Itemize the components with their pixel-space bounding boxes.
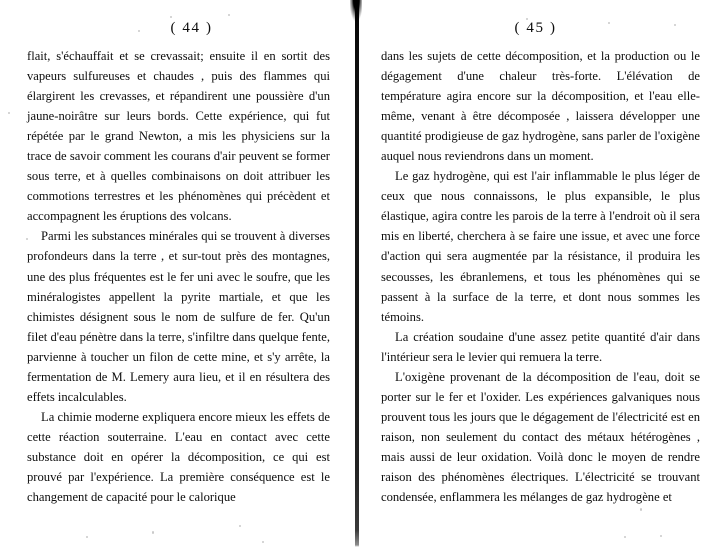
scan-speckle [608,22,610,24]
paragraph: L'oxigène provenant de la décomposition de l'eau, doit se porter sur le fer et l'oxider. Les expériences galvaniques nous prouvent tous les jours que le dégagement de l'électricité est en raison, non seulement du contact des métaux hétérogènes , mais aussi de leur oxidation. Voilà donc le moyen de rendre raison des phénomènes électriques. L'électricité se trouvant condensée, enflammera les mélanges de gaz hydrogène et [381,369,700,505]
scan-speckle [239,525,241,527]
scan-speckle [262,541,264,543]
paragraph: La chimie moderne expliquera encore mieux les effets de cette réaction souterraine. L'eau en contact avec cette substance doit en opérer la décomposition, ce qui est prouvé par l'expérience. La première conséquence est le changement de capacité pour le calorique [27,409,330,505]
scan-speckle [170,16,172,18]
scan-speckle [86,536,88,538]
left-page-folio: ( 44 ) [170,20,213,36]
paragraph: flait, s'échauffait et se crevassait; ensuite il en sortit des vapeurs sulfureuses et chaudes , puis des flammes qui élargirent les crevasses, et répandirent une poussière d'un jaune-noirâtre sur leurs bords. Cette expérience, qui fut répétée par le grand Newton, a mis les physiciens sur la trace de savoir comment les courans d'air peuvent se former sous terre, et à quelles combinaisons on doit attribuer les commotions terrestres et les phénomènes qui précèdent et accompagnent les éruptions des volcans. [27,49,330,224]
scan-speckle [228,14,230,16]
scan-speckle [674,24,676,26]
scan-speckle [526,18,528,20]
scan-speckle [624,536,626,538]
scan-speckle [8,112,10,114]
scan-speckle [152,531,154,534]
paragraph: La création soudaine d'une assez petite quantité d'air dans l'intérieur sera le levier qui remuera la terre. [381,329,700,364]
scan-speckle [640,508,642,511]
paragraph: Parmi les substances minérales qui se trouvent à diverses profondeurs dans la terre , et sur-tout près des montagnes, une des plus fréquentes est le fer uni avec le soufre, que les minéralogistes appellent la pyrite martiale, et que les chimistes désignent sous le nom de sulfure de fer. Qu'un filet d'eau pénètre dans la terre, s'infiltre dans quelque fente, parvienne à toucher un filon de cette mine, et s'y arrête, la fermentation de M. Lemery aura lieu, et il en résultera des effets incalculables. [27,229,330,404]
right-page-folio: ( 45 ) [514,20,557,36]
right-page [362,0,709,557]
scan-speckle [138,30,140,32]
book-gutter-shadow [355,0,359,547]
left-page-text-column [27,46,330,507]
paragraph: dans les sujets de cette décomposition, et la production ou le dégagement d'une chaleur très-forte. L'élévation de température agira encore sur la décomposition, et l'eau elle-même, venant à être décomposée , laissera développer une quantité prodigieuse de gaz hydrogène, sans parler de l'oxigène auquel nous reviendrons dans un moment. [381,49,700,164]
scan-speckle [660,535,662,537]
scan-speckle [26,238,28,240]
book-gutter-top-blot [350,0,362,26]
right-page-text-column [381,46,700,507]
paragraph: Le gaz hydrogène, qui est l'air inflammable le plus léger de ceux que nous connaissons, le plus expansible, le plus élastique, agira contre les parois de la terre à l'endroit où il sera mis en liberté, cherchera à se faire une issue, et avec une force d'action qui sera augmentée par la résistance, il produira les secousses, les ébranlemens, et tous les phénomènes qui se passent à la surface de la terre, et dont nous sommes les témoins. [381,169,700,324]
